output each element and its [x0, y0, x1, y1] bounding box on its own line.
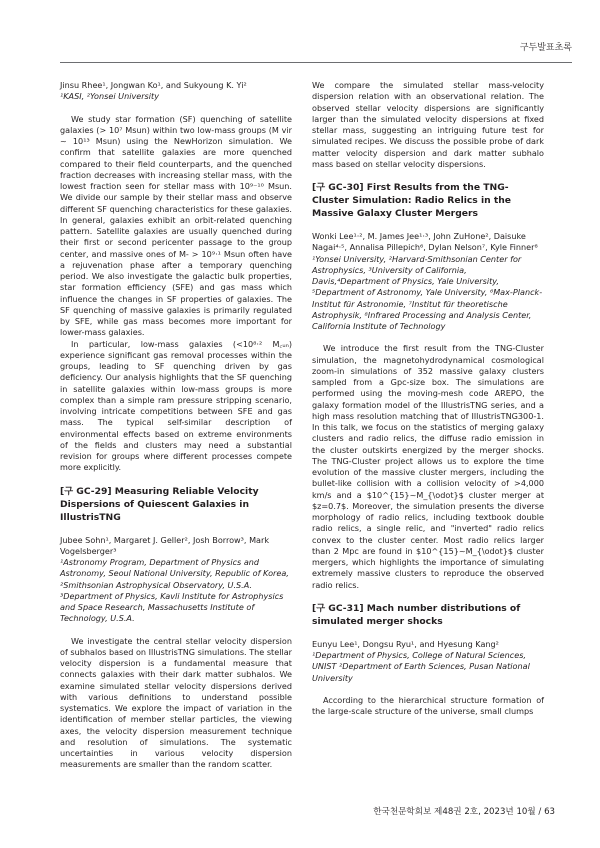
abstract-title: [구 GC-30] First Results from the TNG-Cluster Simulation: Radio Relics in the Massive Galaxy Cluster Mergers: [312, 182, 512, 219]
header-rule: [60, 62, 572, 63]
abstract-affiliations: ¹Astronomy Program, Department of Physics and Astronomy, Seoul National University, Republic of Korea, ²Smithsonian Astrophysical Observatory, U.S.A. ³Department of Physics, Kavli Institute for Astrophysics and Space Research, Massachusetts Institute of Technology, U.S.A.: [60, 557, 289, 624]
abstract-authors: Eunyu Lee¹, Dongsu Ryu¹, and Hyesung Kang²: [312, 638, 499, 649]
left-column: [60, 80, 292, 771]
abstract-title: [구 GC-29] Measuring Reliable Velocity Dispersions of Quiescent Galaxies in IllustrisTNG: [60, 485, 259, 523]
abstract-paragraph: In particular, low-mass galaxies (<10⁸·² M꜀ᵤₙ) experience significant gas removal processes within the groups, leading to SF quenching driven by gas deficiency. Our analysis highlights that the SF quenching in satellite galaxies within low-mass groups is more complex than a simple ram pressure stripping scenario, involving intricate competitions between SFE and gas mass. The typical self-similar description of environmental effects based on extreme environments of the fields and clusters may need a substantial revision for groups where different processes compete more explicitly.: [60, 338, 292, 473]
page-footer: 한국천문학회보 제48권 2호, 2023년 10월 / 63: [373, 807, 555, 817]
abstract-paragraph: We study star formation (SF) quenching of satellite galaxies (> 10⁷ Msun) within two low-mass groups (M vir ~ 10¹³ Msun) using the NewHorizon simulation. We confirm that satellite galaxies are more quenched compared to their field counterparts, and the quenched fraction decreases with increasing stellar mass, with the lowest fraction seen for stellar mass with 10⁹⁻¹⁰ Msun. We divide our sample by their stellar mass and observe different SF quenching characteristics for these galaxies. In general, galaxies exhibit an orbit-related quenching pattern. Satellite galaxies are usually quenched during their first or second pericenter passage to the group center, and massive ones of M- > 10⁹·¹ Msun often have a rejuvenation phase after a temporary quenching period. We also investigate the galactic bulk properties, star formation efficiency (SFE) and gas mass which influence the changes in SF properties of galaxies. The SF quenching of massive galaxies is primarily regulated by SFE, while gas mass becomes more important for lower-mass galaxies.: [60, 113, 292, 338]
abstract-affiliations: ¹KASI, ²Yonsei University: [60, 91, 159, 102]
abstract-paragraph: We compare the simulated stellar mass-velocity dispersion relation with an observational relation. The observed stellar velocity dispersions are significantly larger than the simulated velocity dispersions at fixed stellar mass, suggesting an intriguing future test for simulated recipes. We discuss the possible probe of dark matter velocity dispersion and dark matter subhalo mass based on stellar velocity dispersions.: [312, 80, 544, 169]
abstract-affiliations: ¹Yonsei University, ²Harvard-Smithsonian Center for Astrophysics, ³University of California, Davis,⁴Department of Physics, Yale University, ⁵Department of Astronomy, Yale University, ⁶Max-Planck-Institut für Astronomie, ⁷Institut für theoretische Astrophysik, ⁸Infrared Processing and Analysis Center, California Institute of Technology: [312, 253, 543, 331]
right-column: [312, 80, 544, 717]
abstract-paragraph: We investigate the central stellar velocity dispersion of subhalos based on IllustrisTNG simulations. The stellar velocity dispersion is a fundamental measure that connects galaxies with their dark matter subhalos. We examine simulated stellar velocity dispersions derived with various definitions to understand possible systematics. We explore the impact of variation in the identification of member stellar particles, the viewing axes, the velocity dispersion measurement technique and resolution of simulations. The systematic uncertainties in various velocity dispersion measurements are smaller than the random scatter.: [60, 635, 292, 770]
abstract-authors: Jinsu Rhee¹, Jongwan Ko¹, and Sukyoung K. Yi²: [60, 80, 247, 90]
running-header: 구두발표초록: [519, 43, 572, 53]
abstract-authors: Wonki Lee¹·², M. James Jee¹·³, John ZuHone², Daisuke Nagai⁴·⁵, Annalisa Pillepich⁶, Dylan Nelson⁷, Kyle Finner⁸: [312, 231, 538, 253]
abstract-title: [구 GC-31] Mach number distributions of simulated merger shocks: [312, 602, 521, 627]
abstract-paragraph: We introduce the first result from the TNG-Cluster simulation, the magnetohydrodynamical cosmological zoom-in simulations of 352 massive galaxy clusters sampled from a Gpc-size box. The simulations are performed using the moving-mesh code AREPO, the galaxy formation model of the IllustrisTNG series, and a high mass resolution matching that of IllustrisTNG300-1. In this talk, we focus on the statistics of merging galaxy clusters and radio relics, the diffuse radio emission in the cluster outskirts energized by the merger shocks. The TNG-Cluster project allows us to explore the time evolution of the massive cluster mergers, including the bullet-like collision with a collision velocity of >4,000 km/s and a $10^{15}~M_{\odot}$ cluster merger at $z=0.7$. Moreover, the simulation presents the diverse morphology of radio relics, including textbook double radio relics, a single relic, and "inverted" radio relics convex to the cluster center. Most radio relics larger than 2 Mpc are found in $10^{15}~M_{\odot}$ cluster mergers, which highlights the importance of simulating extremely massive clusters to reproduce the observed radio relics.: [312, 343, 544, 590]
abstract-authors: Jubee Sohn¹, Margaret J. Geller², Josh Borrow³, Mark Vogelsberger³: [60, 534, 270, 556]
abstract-affiliations: ¹Department of Physics, College of Natural Sciences, UNIST ²Department of Earth Sciences, Pusan National University: [312, 650, 530, 683]
abstract-paragraph: According to the hierarchical structure formation of the large-scale structure of the universe, small clumps: [312, 694, 544, 716]
